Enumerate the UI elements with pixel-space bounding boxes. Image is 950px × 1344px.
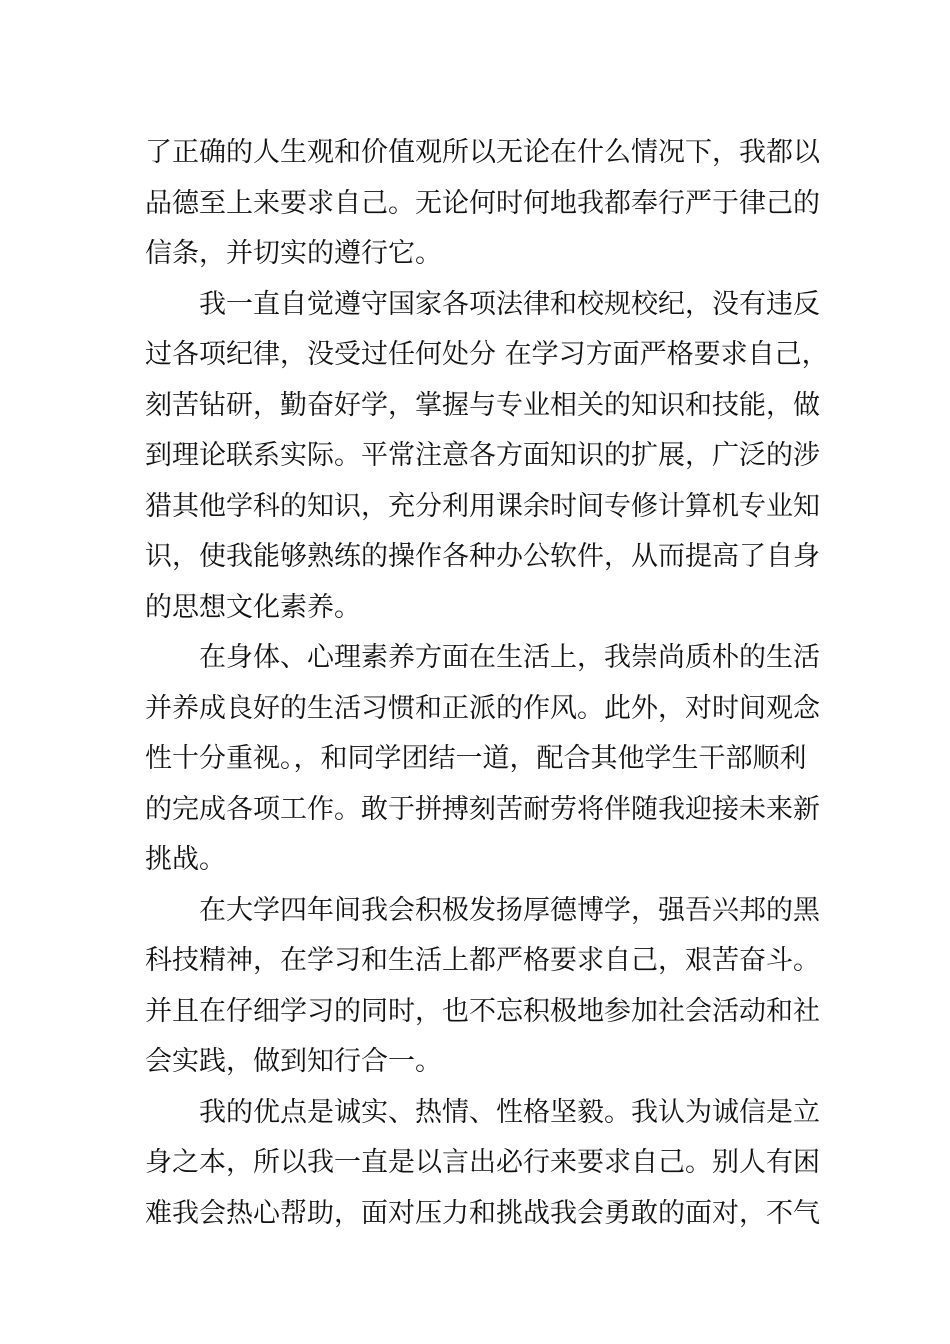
text-line: 的完成各项工作。敢于拼搏刻苦耐劳将伴随我迎接未来新 <box>145 793 820 825</box>
text-line: 并养成良好的生活习惯和正派的作风。此外，对时间观念 <box>145 692 820 724</box>
text-line: 信条，并切实的遵行它。 <box>145 238 442 269</box>
text-line: 在身体、心理素养方面在生活上，我崇尚质朴的生活 <box>199 642 820 673</box>
text-line: 识，使我能够熟练的操作各种办公软件，从而提高了自身 <box>145 541 820 572</box>
document-body <box>145 128 829 1239</box>
text-line: 刻苦钻研，勤奋好学，掌握与专业相关的知识和技能，做 <box>145 389 820 421</box>
paragraph-5 <box>145 1088 820 1240</box>
text-line: 并且在仔细学习的同时，也不忘积极地参加社会活动和社 <box>145 995 820 1027</box>
text-line: 的思想文化素养。 <box>145 591 361 623</box>
text-line: 了正确的人生观和价值观所以无论在什么情况下，我都以 <box>145 137 820 168</box>
text-line: 难我会热心帮助，面对压力和挑战我会勇敢的面对，不气 <box>145 1197 820 1229</box>
text-line: 品德至上来要求自己。无论何时何地我都奉行严于律己的 <box>145 187 820 219</box>
paragraph-3 <box>145 633 820 886</box>
text-line: 会实践，做到知行合一。 <box>145 1046 442 1077</box>
text-line: 过各项纪律，没受过任何处分 在学习方面严格要求自己， <box>145 339 829 370</box>
paragraph-2 <box>145 280 829 634</box>
text-line: 在大学四年间我会积极发扬厚德博学，强吾兴邦的黑 <box>199 894 820 926</box>
text-line: 身之本，所以我一直是以言出必行来要求自己。别人有困 <box>145 1147 820 1178</box>
text-line: 我的优点是诚实、热情、性格坚毅。我认为诚信是立 <box>199 1096 820 1128</box>
paragraph-1 <box>145 128 820 280</box>
text-line: 性十分重视。，和同学团结一道，配合其他学生干部顺利 <box>145 743 807 774</box>
text-line: 我一直自觉遵守国家各项法律和校规校纪，没有违反 <box>199 288 820 320</box>
text-line: 到理论联系实际。平常注意各方面知识的扩展，广泛的涉 <box>145 440 820 471</box>
text-line: 科技精神，在学习和生活上都严格要求自己，艰苦奋斗。 <box>145 945 820 976</box>
paragraph-4 <box>145 886 820 1088</box>
text-line: 挑战。 <box>145 844 226 875</box>
text-line: 猎其他学科的知识，充分利用课余时间专修计算机专业知 <box>145 490 820 522</box>
